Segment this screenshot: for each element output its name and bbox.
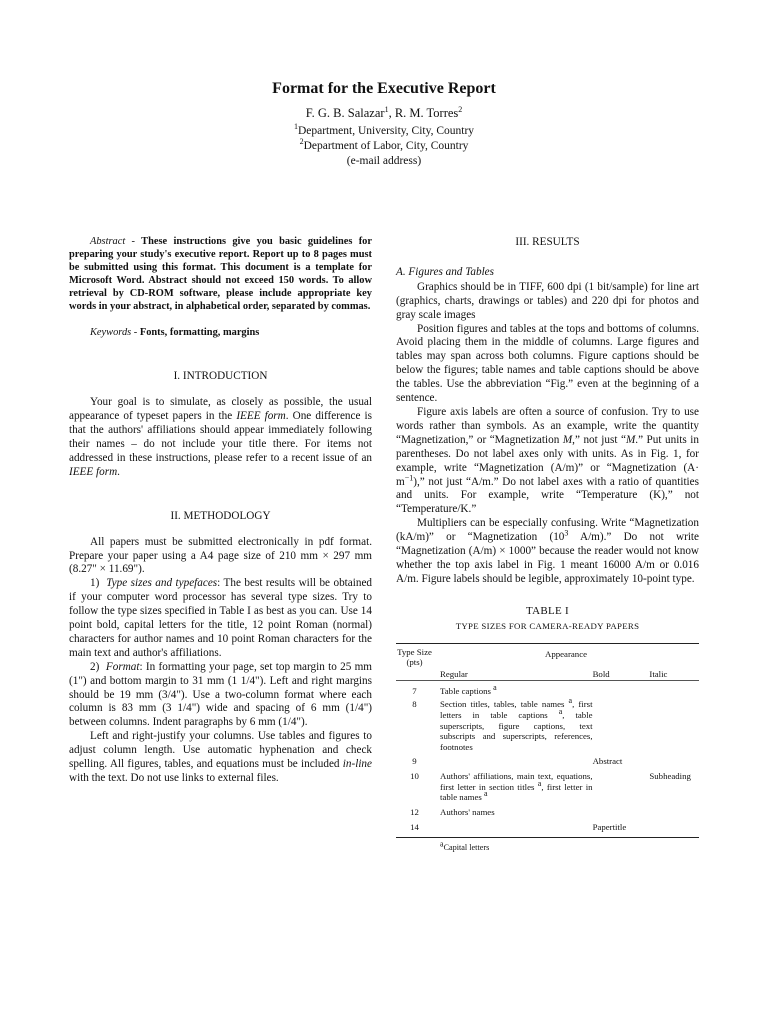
col-header-regular: Regular <box>440 669 468 680</box>
row-10-size: 10 <box>410 770 419 781</box>
row-14-size: 14 <box>410 822 419 833</box>
row-9-size: 9 <box>412 756 417 767</box>
res-p3-a: Figure axis labels are often a source of confusion. Try to use words rather than symbols. As an example, write the quantity “Magnetization,” or “Magnetization <box>396 405 699 446</box>
table-header-row-1 <box>396 643 699 659</box>
keywords <box>69 326 372 340</box>
res-p3-i1: M <box>562 433 573 446</box>
abstract <box>69 236 372 313</box>
results-paragraph-1: Graphics should be in TIFF, 600 dpi (1 bit/sample) for line art (graphics, charts, drawings or tables) and 220 dpi for photos and gray scale images <box>396 280 699 321</box>
row-14-bold: Papertitle <box>592 822 627 833</box>
row-10-bold <box>593 767 650 803</box>
affiliation-2-text: Department of Labor, City, Country <box>303 140 469 152</box>
table-caption: TYPE SIZES FOR CAMERA-READY PAPERS <box>455 620 640 631</box>
table-row <box>396 752 699 767</box>
row-7-regular-text: Table captions <box>440 685 491 696</box>
row-8-regular-text: Section titles, tables, table names <box>440 699 565 710</box>
paper-header <box>0 80 768 169</box>
row-7-size: 7 <box>412 685 417 696</box>
meth-p2-italic: in-line <box>342 758 372 771</box>
res-p3-b: ,” not just “ <box>572 433 626 446</box>
paper-title: Format for the Executive Report <box>272 80 496 97</box>
table-footnote-text: Capital letters <box>443 842 490 852</box>
methodology-item-1 <box>69 577 372 660</box>
row-7-bold <box>593 680 650 696</box>
item-1-text: : The best results will be obtained if your computer word processor has several type sizes. Try to follow the type sizes specified in Table I as best as you can. Use 14 point bold, capital letters for the title, 12 point Roman (normal) characters for author names and 10 point Roman characters for the main text and author's affiliations. <box>69 577 373 659</box>
row-10-regular-more: , first letter in table names <box>440 781 593 803</box>
res-p3-i2: M <box>625 433 636 446</box>
section-introduction-heading: I. INTRODUCTION <box>173 370 268 383</box>
table-footnote-sup: a <box>440 839 444 849</box>
row-9-italic <box>649 752 699 767</box>
methodology-paragraph-2 <box>69 730 372 786</box>
item-2-title: Format <box>105 660 140 673</box>
row-8-regular-sup: a <box>568 696 573 706</box>
author-2: R. M. Torres <box>394 106 459 120</box>
row-7-regular-sup: a <box>493 682 497 692</box>
affiliation-2 <box>0 139 768 154</box>
row-14-italic <box>649 817 699 837</box>
meth-p2-text-b: with the text. Do not use links to external files. <box>69 772 279 784</box>
item-1-number: 1) <box>90 577 100 590</box>
res-p3-c: .” Put units in parentheses. Do not label axes only with units. As in Fig. 1, for example, write “Magnetization (A/m)” or “Magnetization (A· m <box>396 433 699 488</box>
results-paragraph-2: Position figures and tables at the tops and bottoms of columns. Avoid placing them in the middle of columns. Large figures and tables may span across both columns. Figure captions should be below the figures; table names and table captions should be above the tables. Use the abbreviation “Fig.” even at the beginning of a sentence. <box>396 322 699 405</box>
intro-text-a: Your goal is to simulate, as closely as possible, the usual appearance of typeset papers in the <box>69 396 372 423</box>
table-row <box>396 696 699 752</box>
table-heading <box>396 605 699 634</box>
right-column <box>396 236 699 855</box>
table-row <box>396 767 699 803</box>
col-header-type-size: Type Size (pts) <box>397 646 432 668</box>
row-12-size: 12 <box>410 806 419 817</box>
table-row <box>396 817 699 837</box>
row-7-italic <box>649 680 699 696</box>
section-results-heading: III. RESULTS <box>515 236 580 248</box>
row-8-regular-sup2: a <box>558 707 563 717</box>
res-p3-d: ),” not just “A/m.” Do not label axes with a ratio of quantities and units. For example, write “Temperature (K),” not “Temperature/K.” <box>396 475 699 516</box>
res-p4-a: Multipliers can be especially confusing. Write “Magnetization (kA/m)” or “Magnetization (10 <box>396 517 699 544</box>
row-9-regular <box>433 752 593 767</box>
author-2-sup: 2 <box>458 104 463 114</box>
row-8-regular-more: , first letters in table captions <box>440 699 593 720</box>
row-7-regular <box>433 680 593 696</box>
subsection-figures-tables: A. Figures and Tables <box>396 265 494 278</box>
intro-italic-2: IEEE form <box>69 465 118 478</box>
col-header-italic: Italic <box>649 669 668 680</box>
results-paragraph-4 <box>396 517 699 587</box>
res-p4-sup: 3 <box>564 528 569 538</box>
row-12-italic <box>649 803 699 818</box>
col-header-appearance: Appearance <box>545 648 587 659</box>
table-row <box>396 803 699 818</box>
row-8-regular-end: , table superscripts, figure captions, text subscripts and superscripts, references, footnotes <box>440 709 593 752</box>
row-8-bold <box>593 696 650 752</box>
affiliation-1 <box>0 124 768 139</box>
intro-italic-1: IEEE form <box>236 410 286 423</box>
author-line <box>0 106 768 121</box>
affiliation-1-text: Department, University, City, Country <box>297 125 475 137</box>
row-14-regular <box>433 817 593 837</box>
res-p4-b: A/m).” Do not write “Magnetization (A/m) × 1000” because the reader would not know whether the top axis label in Fig. 1 meant 16000 A/m or 0.016 A/m. Figure labels should be legible, approximately 10-point type. <box>396 531 699 585</box>
abstract-lead: Abstract - <box>90 236 136 247</box>
author-1: F. G. B. Salazar <box>305 106 385 120</box>
methodology-item-2 <box>69 661 372 731</box>
item-1-title: Type sizes and typefaces <box>106 577 218 590</box>
results-paragraph-3 <box>396 406 699 517</box>
res-p3-sup: −1 <box>404 472 414 482</box>
affiliation-2-sup: 2 <box>299 137 304 147</box>
row-8-italic <box>649 696 699 752</box>
author-1-sup: 1 <box>384 104 389 114</box>
row-10-regular-sup: a <box>537 778 542 788</box>
section-methodology-heading: II. METHODOLOGY <box>170 509 271 522</box>
type-sizes-table <box>396 643 699 838</box>
row-10-italic: Subheading <box>649 770 691 781</box>
item-2-text: : In formatting your page, set top margin to 25 mm (1") and bottom margin to 31 mm (1 1/4"). Left and right margins should be 19 mm (3/4"). Use a two-column format where each column is 83 mm (3 1/4") wide and spacing of 6 mm (1/4") between columns. Indent paragraphs by 6 mm (1/4"). <box>69 660 373 729</box>
row-10-regular-sup2: a <box>484 789 488 799</box>
intro-text-b: . One difference is that the authors' affiliations should appear immediately following their names – do not include your title there. For items not addressed in these instructions, please refer to a recent issue of an <box>69 410 372 464</box>
left-column <box>69 236 372 786</box>
methodology-paragraph-1: All papers must be submitted electronically in pdf format. Prepare your paper using a A4 page size of 210 mm × 297 mm (8.27" × 11.69"). <box>69 535 372 576</box>
affiliation-1-sup: 1 <box>293 122 298 132</box>
keywords-text: Fonts, formatting, margins <box>139 327 260 339</box>
table-row <box>396 680 699 696</box>
row-12-regular: Authors' names <box>440 806 495 817</box>
author-separator: , <box>388 106 395 120</box>
row-10-regular <box>433 767 593 803</box>
table-footnote <box>396 838 699 855</box>
col-header-bold: Bold <box>592 669 610 680</box>
row-10-regular-text: Authors' affiliations, main text, equations, first letter in section titles <box>440 770 593 792</box>
row-12-bold <box>593 803 650 818</box>
email-line: (e-mail address) <box>346 155 422 167</box>
table-number: TABLE I <box>525 604 570 617</box>
row-8-regular <box>433 696 593 752</box>
row-9-bold: Abstract <box>592 756 623 767</box>
keywords-lead: Keywords - <box>90 327 138 339</box>
table-header-row-2 <box>396 659 699 680</box>
item-2-number: 2) <box>90 660 100 673</box>
row-8-size: 8 <box>412 699 417 710</box>
abstract-text: These instructions give you basic guidelines for preparing your study's executive report. Report up to 8 pages must be submitted using this format. This document is a template for Microsoft Word. Abstract should not exceed 150 words. To allow retrieval by CD-ROM software, please include appropriate key words in your abstract, in alphabetical order, separated by commas. <box>69 236 372 312</box>
introduction-paragraph <box>69 396 372 479</box>
meth-p2-text-a: Left and right-justify your columns. Use tables and figures to adjust column length. Use automatic hyphenation and check spelling. All figures, tables, and equations must be included <box>69 730 372 771</box>
intro-text-c: . <box>117 465 120 478</box>
